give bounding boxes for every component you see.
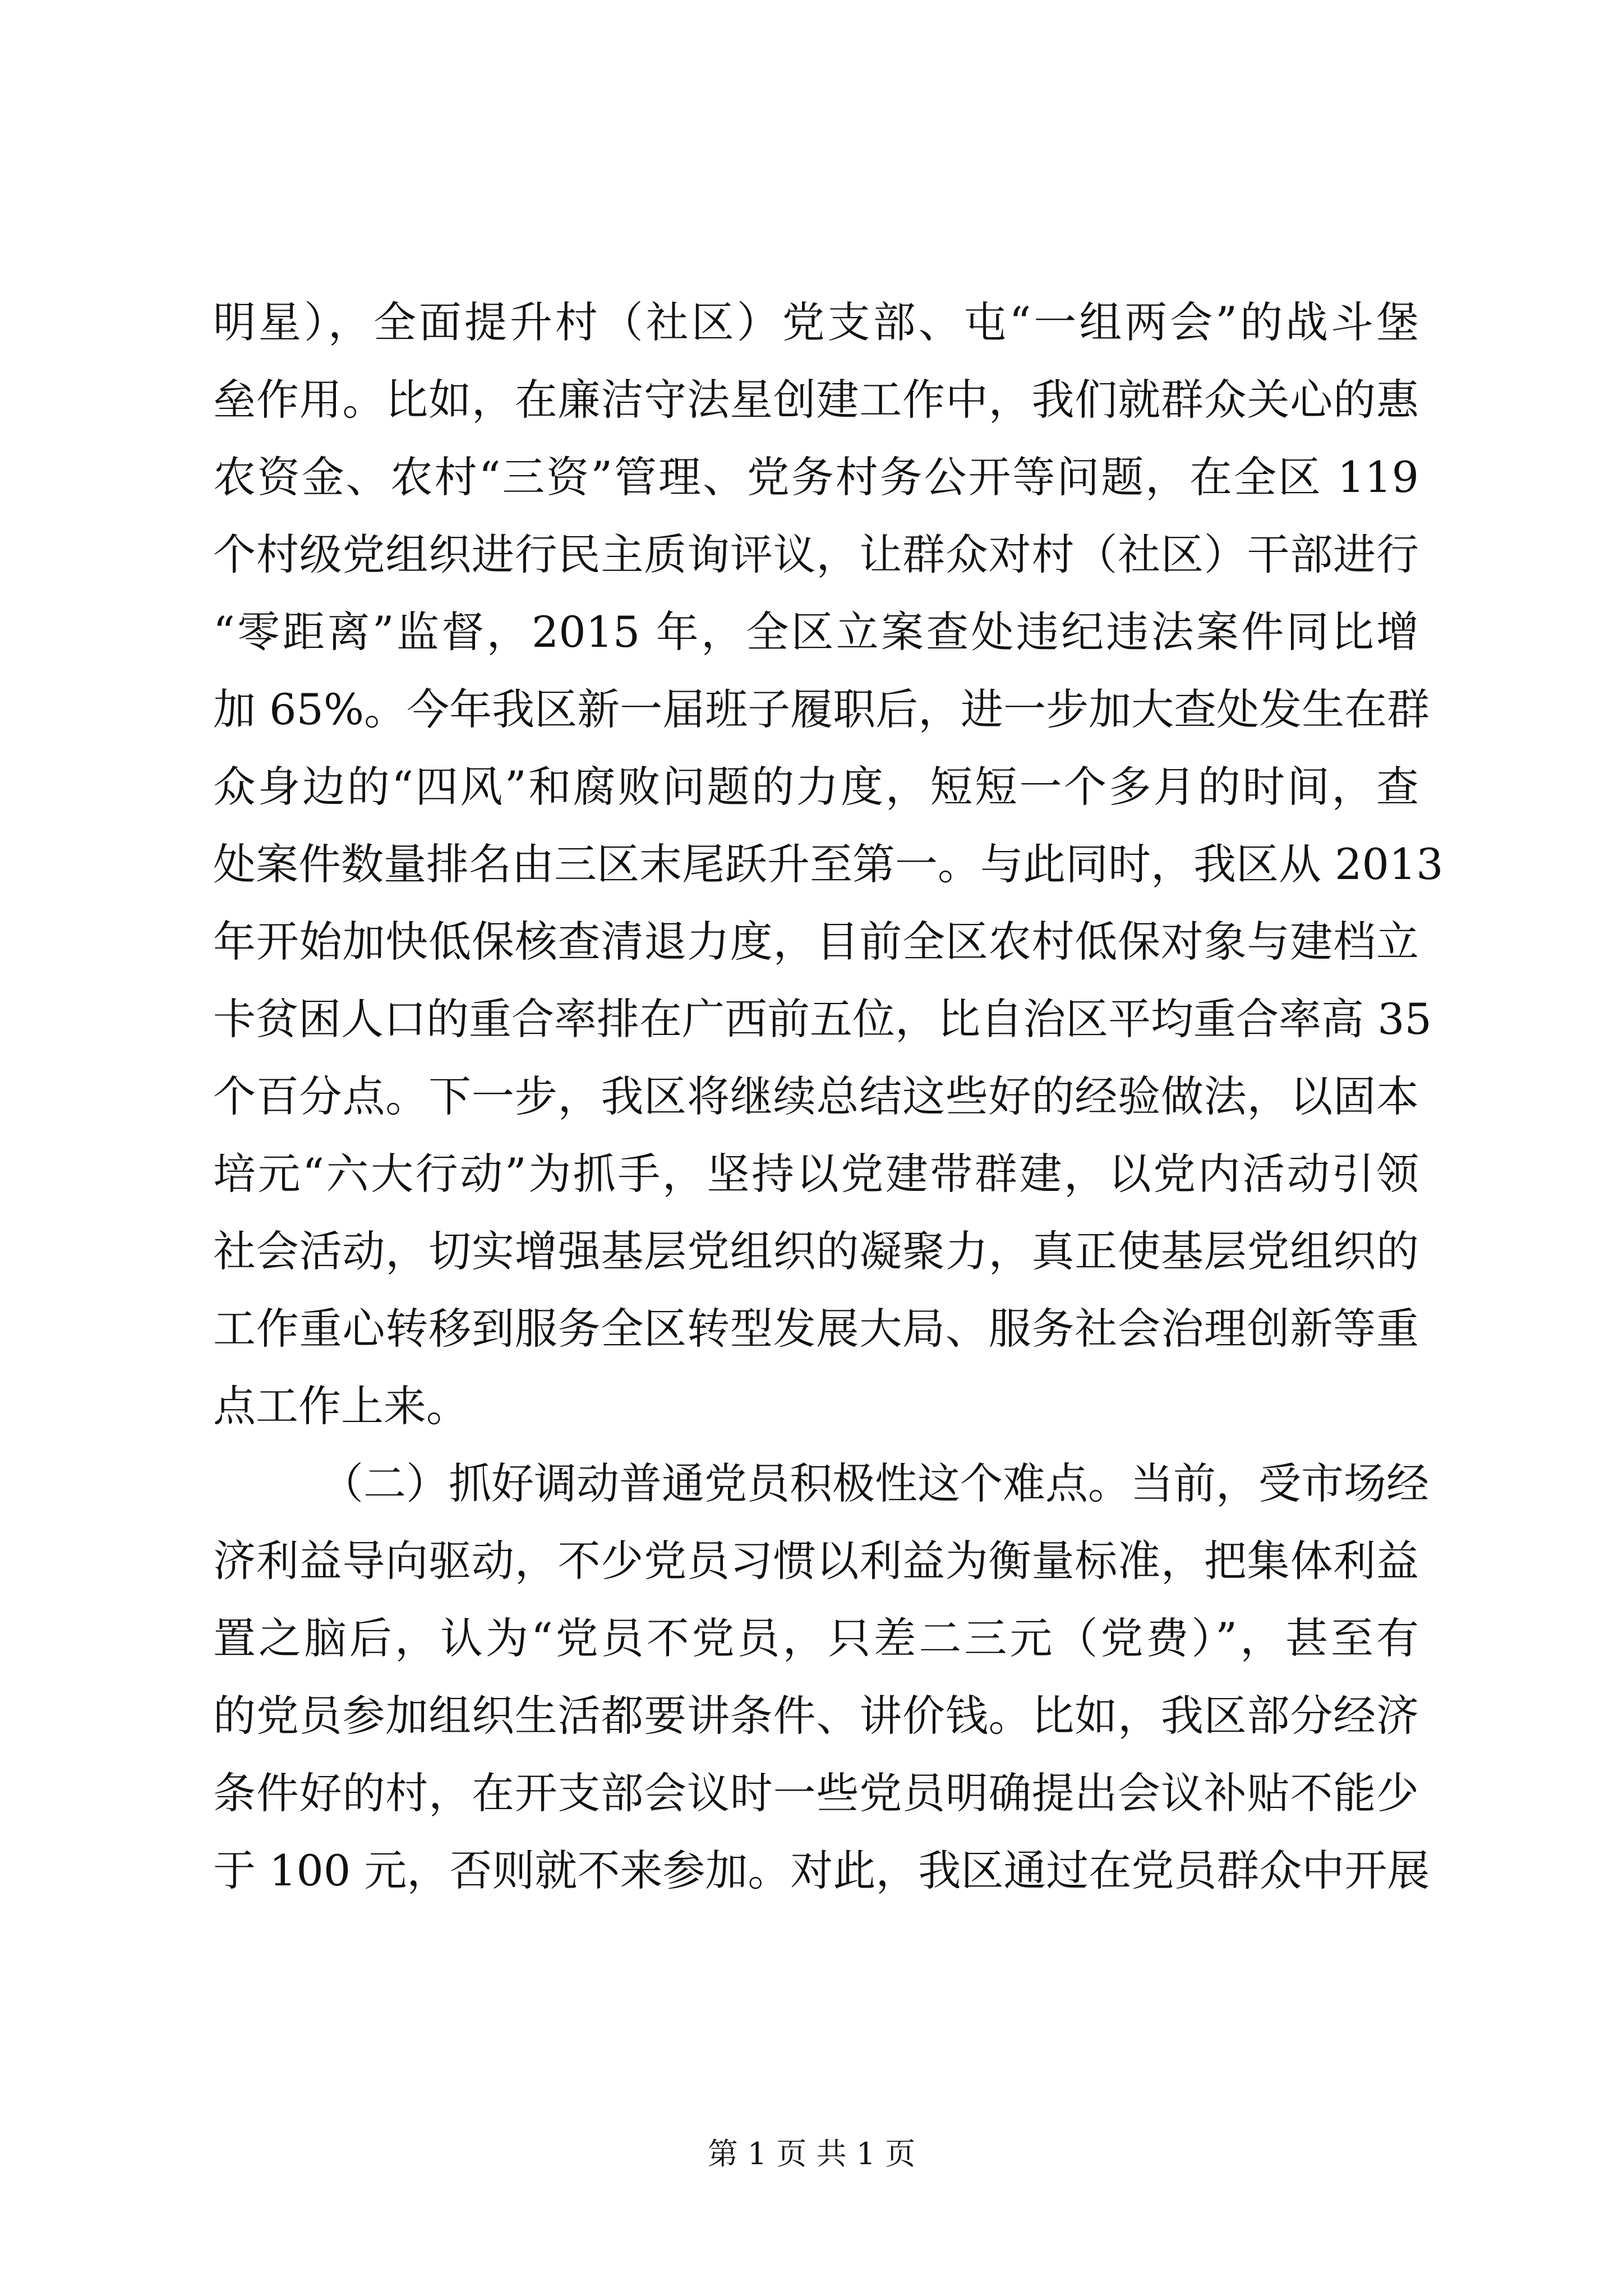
text-line: 培元“六大行动”为抓手，坚持以党建带群建，以党内活动引领 — [213, 1149, 1419, 1199]
page-footer: 第 1 页 共 1 页 — [707, 2136, 916, 2171]
text-line: （二）抓好调动普通党员积极性这个难点。当前，受市场经 — [321, 1458, 1429, 1508]
text-line: 明星），全面提升村（社区）党支部、屯“一组两会”的战斗堡 — [213, 297, 1419, 347]
text-line: 个百分点。下一步，我区将继续总结这些好的经验做法，以固本 — [213, 1071, 1419, 1121]
text-line: 垒作用。比如，在廉洁守法星创建工作中，我们就群众关心的惠 — [213, 375, 1419, 425]
text-line: 置之脑后，认为“党员不党员，只差二三元（党费）”，甚至有 — [213, 1613, 1419, 1663]
text-line: 卡贫困人口的重合率排在广西前五位，比自治区平均重合率高 35 — [213, 994, 1432, 1044]
text-line: 加 65%。今年我区新一届班子履职后，进一步加大查处发生在群 — [213, 684, 1430, 734]
text-line: 济利益导向驱动，不少党员习惯以利益为衡量标准，把集体利益 — [213, 1536, 1419, 1586]
text-line: 工作重心转移到服务全区转型发展大局、服务社会治理创新等重 — [213, 1304, 1419, 1354]
text-line: 处案件数量排名由三区末尾跃升至第一。与此同时，我区从 2013 — [213, 839, 1444, 889]
text-line: 农资金、农村“三资”管理、党务村务公开等问题，在全区 119 — [213, 452, 1419, 502]
text-line: 于 100 元，否则就不来参加。对此，我区通过在党员群众中开展 — [213, 1846, 1430, 1895]
text-line: 社会活动，切实增强基层党组织的凝聚力，真正使基层党组织的 — [213, 1226, 1419, 1276]
text-line: 点工作上来。 — [213, 1381, 469, 1431]
text-line: 条件好的村，在开支部会议时一些党员明确提出会议补贴不能少 — [213, 1768, 1419, 1818]
text-line: 的党员参加组织生活都要讲条件、讲价钱。比如，我区部分经济 — [213, 1691, 1419, 1741]
text-line: “零距离”监督，2015 年，全区立案查处违纪违法案件同比增 — [213, 607, 1419, 657]
text-line: 个村级党组织进行民主质询评议，让群众对村（社区）干部进行 — [213, 530, 1419, 579]
text-line: 年开始加快低保核查清退力度，目前全区农村低保对象与建档立 — [213, 917, 1419, 967]
text-line: 众身边的“四风”和腐败问题的力度，短短一个多月的时间，查 — [213, 762, 1419, 812]
